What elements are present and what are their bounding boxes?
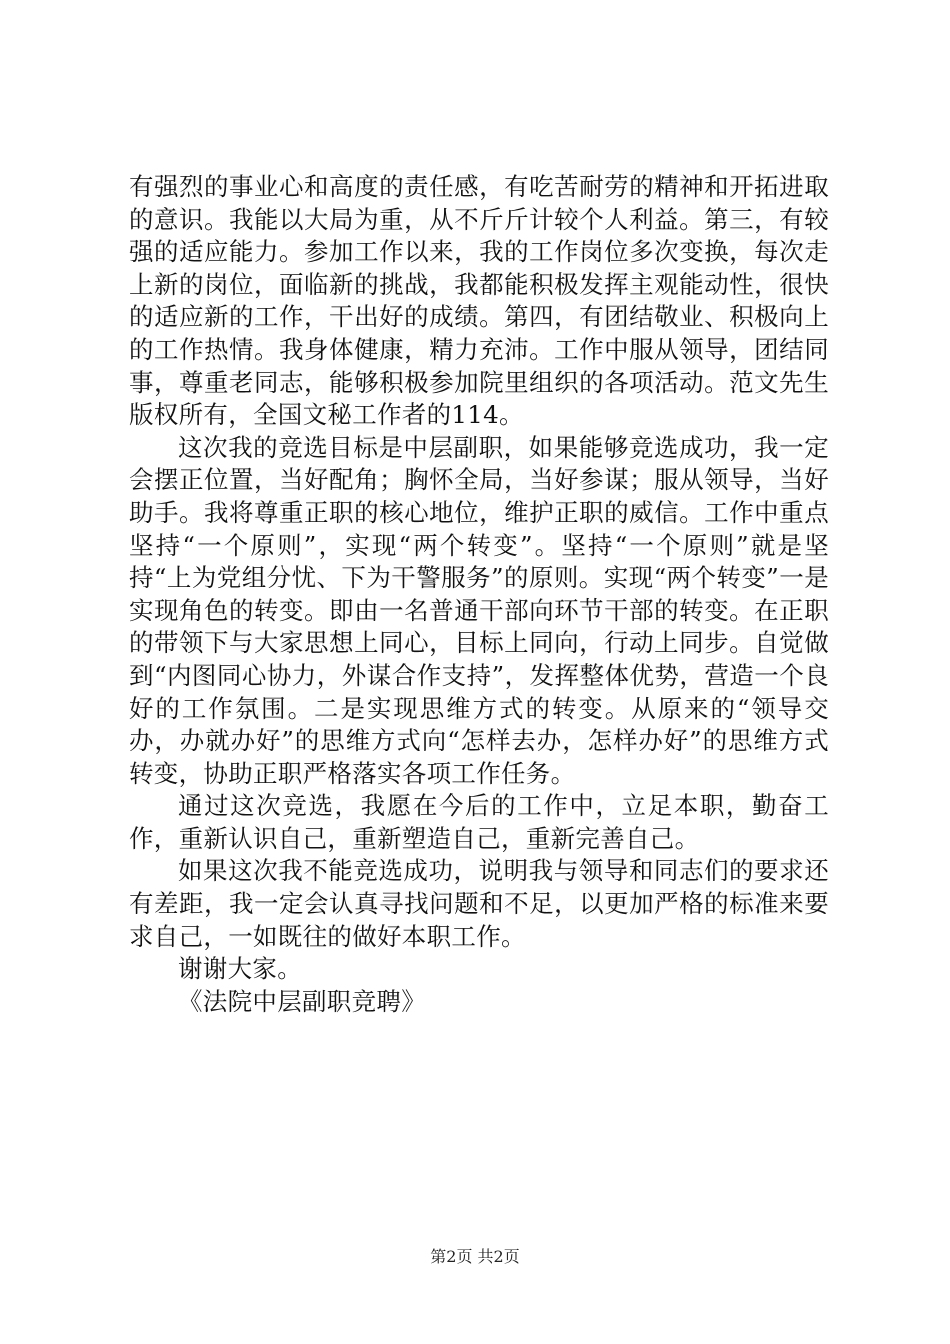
paragraph-goals: 这次我的竞选目标是中层副职，如果能够竞选成功，我一定会摆正位置，当好配角；胸怀全局，当好参谋；服从领导，当好助手。我将尊重正职的核心地位，维护正职的威信。工作中重点坚持“一个原则”，实现“两个转变”。坚持“一个原则”就是坚持“上为党组分忧、下为干警服务”的原则。实现“两个转变”一是实现角色的转变。即由一名普通干部向环节干部的转变。在正职的带领下与大家思想上同心，目标上同向，行动上同步。自觉做到“内图同心协力，外谋合作支持”，发挥整体优势，营造一个良好的工作氛围。二是实现思维方式的转变。从原来的“领导交办，办就办好”的思维方式向“怎样去办，怎样办好”的思维方式转变，协助正职严格落实各项工作任务。 — [129, 432, 829, 788]
paragraph-qualities: 有强烈的事业心和高度的责任感，有吃苦耐劳的精神和开拓进取的意识。我能以大局为重，从不斤斤计较个人利益。第三，有较强的适应能力。参加工作以来，我的工作岗位多次变换，每次走上新的岗位，面临新的挑战，我都能积极发挥主观能动性，很快的适应新的工作，干出好的成绩。第四，有团结敬业、积极向上的工作热情。我身体健康，精力充沛。工作中服从领导，团结同事，尊重老同志，能够积极参加院里组织的各项活动。范文先生版权所有，全国文秘工作者的114。 — [129, 172, 829, 430]
paragraph-thanks: 谢谢大家。 — [178, 954, 302, 984]
document-body — [129, 171, 829, 1018]
paragraph-title-reference: 《法院中层副职竞聘》 — [178, 986, 426, 1016]
paragraph-if-not-elected: 如果这次我不能竞选成功，说明我与领导和同志们的要求还有差距，我一定会认真寻找问题和不足，以更加严格的标准来要求自己，一如既往的做好本职工作。 — [129, 856, 829, 951]
page-number-footer: 第2页 共2页 — [430, 1247, 520, 1266]
paragraph-commitment: 通过这次竞选，我愿在今后的工作中，立足本职，勤奋工作，重新认识自己，重新塑造自己，重新完善自己。 — [129, 791, 829, 853]
